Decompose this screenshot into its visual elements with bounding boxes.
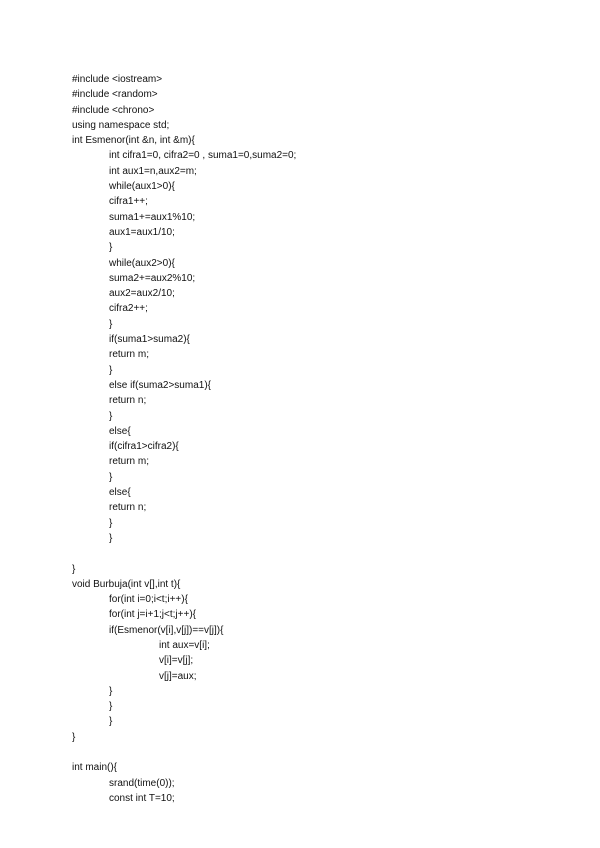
code-line: else if(suma2>suma1){ <box>109 379 211 391</box>
code-line: aux2=aux2/10; <box>109 288 175 300</box>
code-line: void Burbuja(int v[],int t){ <box>72 578 181 590</box>
code-line: if(suma1>suma2){ <box>109 334 190 346</box>
code-line: while(aux1>0){ <box>109 181 175 193</box>
code-line: while(aux2>0){ <box>109 257 175 269</box>
code-line: if(cifra1>cifra2){ <box>109 441 179 453</box>
code-line: } <box>109 685 113 697</box>
code-line: if(Esmenor(v[i],v[j])==v[j]){ <box>109 624 224 636</box>
code-line: return n; <box>109 395 147 407</box>
code-line: cifra1++; <box>109 196 148 208</box>
code-line: } <box>109 318 113 330</box>
code-line: return n; <box>109 502 147 514</box>
code-line: v[j]=aux; <box>159 670 197 682</box>
code-line: return m; <box>109 456 150 468</box>
code-line: suma1+=aux1%10; <box>109 211 196 223</box>
code-line: } <box>109 242 113 254</box>
code-line: #include <random> <box>72 89 158 101</box>
code-line: for(int i=0;i<t;i++){ <box>109 594 188 606</box>
code-line: } <box>109 410 113 422</box>
code-line: aux1=aux1/10; <box>109 226 175 238</box>
code-listing <box>72 72 296 806</box>
code-line: else{ <box>109 425 131 437</box>
code-line: #include <iostream> <box>72 74 163 85</box>
code-line: int aux=v[i]; <box>159 639 210 651</box>
code-line <box>72 546 296 561</box>
code-line: cifra2++; <box>109 303 148 315</box>
code-line: } <box>72 731 76 743</box>
code-line: } <box>109 517 113 529</box>
code-line: } <box>109 701 113 713</box>
code-line: return m; <box>109 349 150 361</box>
code-line: int aux1=n,aux2=m; <box>109 165 197 177</box>
code-line: srand(time(0)); <box>109 777 175 789</box>
code-line: } <box>109 364 113 376</box>
code-line: } <box>109 532 113 544</box>
code-line <box>72 745 296 760</box>
code-line: int main(){ <box>72 762 118 774</box>
code-line: for(int j=i+1;j<t;j++){ <box>109 609 196 621</box>
code-line: } <box>109 716 113 728</box>
code-line: v[i]=v[j]; <box>159 655 194 667</box>
code-line: else{ <box>109 487 131 499</box>
code-line: using namespace std; <box>72 119 170 131</box>
code-line: const int T=10; <box>109 792 175 804</box>
code-line: #include <chrono> <box>72 104 155 116</box>
code-line: } <box>109 471 113 483</box>
code-line: int cifra1=0, cifra2=0 , suma1=0,suma2=0; <box>109 150 297 162</box>
code-line: int Esmenor(int &n, int &m){ <box>72 135 195 147</box>
code-line: suma2+=aux2%10; <box>109 272 196 284</box>
code-line: } <box>72 563 76 575</box>
